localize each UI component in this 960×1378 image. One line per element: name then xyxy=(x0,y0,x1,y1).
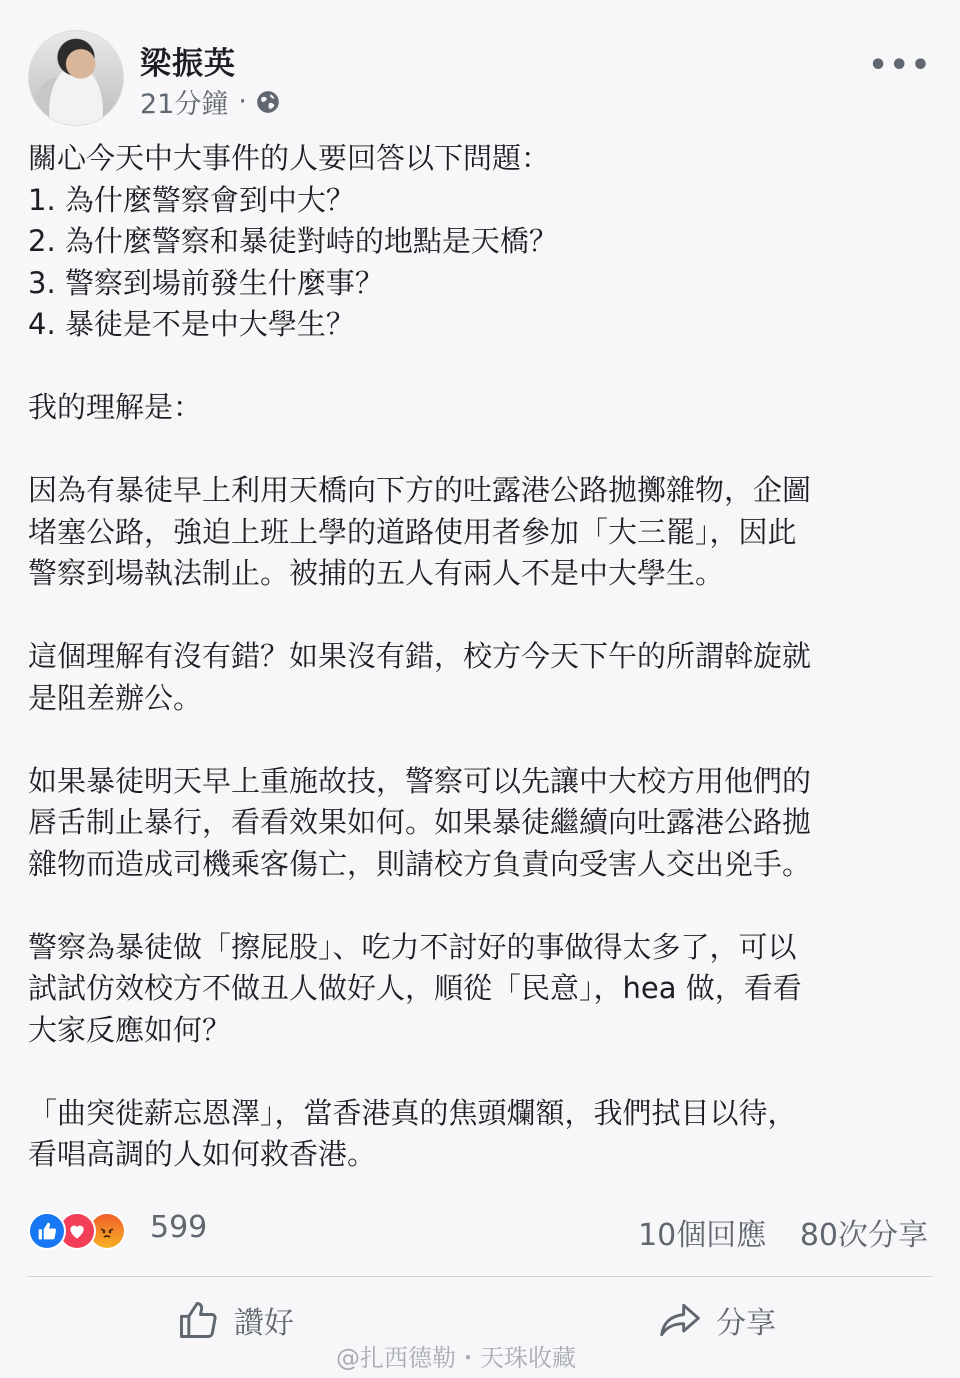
post-text-line: 警察到場執法制止。被捕的五人有兩人不是中大學生。 xyxy=(28,556,725,590)
meta-separator: · xyxy=(238,86,247,117)
post-text-line: 試試仿效校方不做丑人做好人，順從「民意」，hea 做，看看 xyxy=(28,971,802,1005)
paragraph-gap xyxy=(28,885,938,927)
divider xyxy=(28,1276,932,1277)
paragraph-gap xyxy=(28,1051,938,1093)
paragraph-gap xyxy=(28,346,938,388)
more-icon[interactable]: ••• xyxy=(868,48,932,83)
like-button-label: 讚好 xyxy=(234,1306,294,1341)
thumbs-up-icon xyxy=(176,1298,220,1342)
share-count[interactable]: 80次分享 xyxy=(799,1218,928,1253)
post-meta xyxy=(140,82,281,121)
post-stats xyxy=(614,1210,928,1254)
author-name[interactable]: 梁振英 xyxy=(140,46,236,82)
post-text-line: 大家反應如何？ xyxy=(28,1012,232,1047)
paragraph-gap xyxy=(28,429,938,471)
post-text-line: 這個理解有沒有錯？如果沒有錯，校方今天下午的所謂斡旋就 xyxy=(28,639,812,673)
share-arrow-icon xyxy=(658,1298,702,1342)
post-text-line: 堵塞公路，強迫上班上學的道路使用者參加「大三罷」，因此 xyxy=(28,514,797,549)
share-button-label: 分享 xyxy=(716,1306,776,1341)
post-text-line: 唇舌制止暴行，看看效果如何。如果暴徒繼續向吐露港公路拋 xyxy=(28,805,812,839)
paragraph-gap xyxy=(28,719,938,761)
author-avatar[interactable] xyxy=(28,30,124,126)
post-text-line: 警察為暴徒做「擦屁股」、吃力不討好的事做得太多了，可以 xyxy=(28,929,797,964)
post-text-line: 雜物而造成司機乘客傷亡，則請校方負責向受害人交出兇手。 xyxy=(28,846,812,881)
post-text-line: 看唱高調的人如何救香港。 xyxy=(28,1137,377,1171)
post-text-line: 是阻差辦公。 xyxy=(28,680,203,715)
post-text-line: 如果暴徒明天早上重施故技，警察可以先讓中大校方用他們的 xyxy=(28,763,812,798)
like-button[interactable] xyxy=(176,1298,294,1342)
like-icon xyxy=(28,1212,66,1250)
globe-icon[interactable] xyxy=(255,89,281,115)
share-button[interactable] xyxy=(658,1298,776,1342)
post-text-line: 關心今天中大事件的人要回答以下問題： xyxy=(28,141,551,175)
post-text-line: 因為有暴徒早上利用天橋向下方的吐露港公路拋擲雜物，企圖 xyxy=(28,473,812,507)
post-text-line: 4. 暴徒是不是中大學生？ xyxy=(28,307,355,341)
paragraph-gap xyxy=(28,595,938,637)
post-text-line: 3. 警察到場前發生什麼事？ xyxy=(28,265,384,300)
post-text-line: 1. 為什麼警察會到中大？ xyxy=(28,182,355,217)
reaction-icons[interactable] xyxy=(28,1212,118,1252)
post-text-line: 我的理解是： xyxy=(28,390,203,424)
comment-count[interactable]: 10個回應 xyxy=(638,1218,767,1253)
watermark: @扎西德勒・天珠收藏 xyxy=(336,1344,576,1372)
post-header xyxy=(28,30,932,130)
reactions-summary xyxy=(28,1208,932,1252)
post-text-line: 2. 為什麼警察和暴徒對峙的地點是天橋？ xyxy=(28,224,558,258)
post-body xyxy=(28,138,938,1176)
post-timestamp[interactable]: 21分鐘 xyxy=(140,89,229,120)
post-text-line: 「曲突徙薪忘恩澤」，當香港真的焦頭爛額，我們拭目以待， xyxy=(28,1095,797,1130)
reaction-count[interactable]: 599 xyxy=(150,1210,208,1245)
